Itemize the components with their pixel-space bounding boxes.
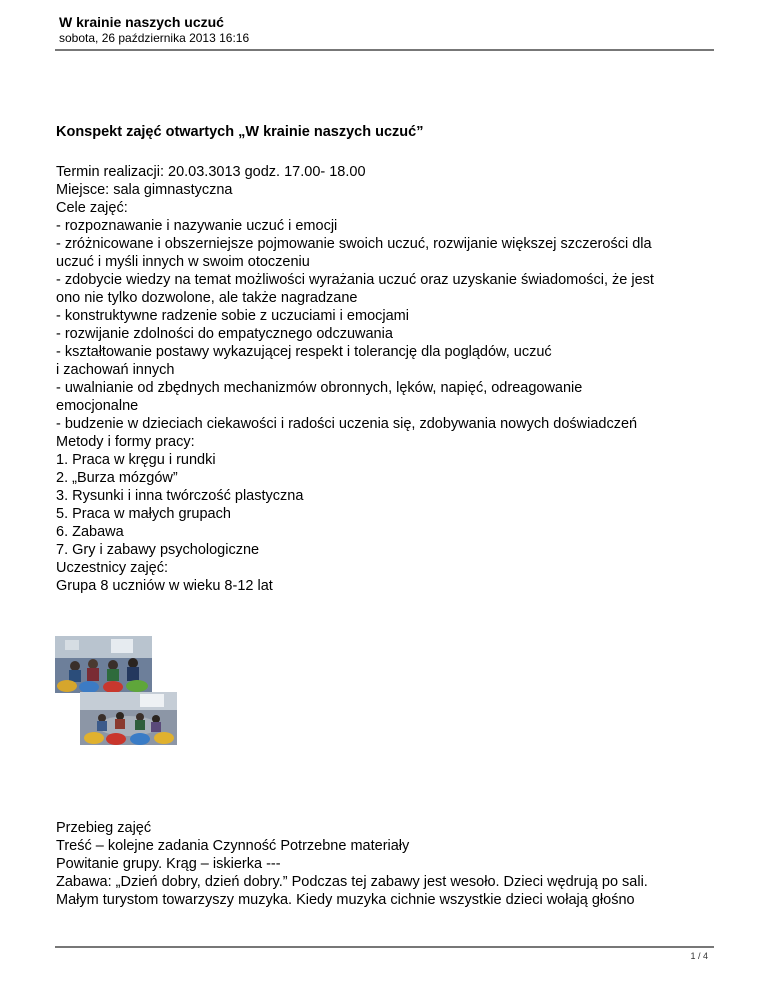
body-line: 1. Praca w kręgu i rundki (56, 452, 216, 468)
page-number: 1 / 4 (690, 951, 708, 961)
photo-collage (55, 636, 205, 744)
body-line: emocjonalne (56, 398, 139, 414)
body-line: - budzenie w dzieciach ciekawości i radości uczenia się, zdobywania nowych doświadczeń (56, 416, 638, 432)
body-line: uczuć i myśli innych w swoim otoczeniu (56, 254, 310, 270)
body-line: 6. Zabawa (56, 524, 124, 540)
body-line: Termin realizacji: 20.03.3013 godz. 17.00- 18.00 (56, 164, 366, 180)
body-line: - rozwijanie zdolności do empatycznego odczuwania (56, 326, 393, 342)
document-body (56, 163, 716, 595)
body-line: - uwalnianie od zbędnych mechanizmów obronnych, lęków, napięć, odreagowanie (56, 380, 583, 396)
body-line: - zróżnicowane i obszerniejsze pojmowanie swoich uczuć, rozwijanie większej szczerości dla (56, 236, 652, 252)
body-line: Miejsce: sala gimnastyczna (56, 182, 233, 198)
procedure-line: Zabawa: „Dzień dobry, dzień dobry.” Podczas tej zabawy jest wesoło. Dzieci wędrują po sali. (56, 874, 648, 890)
footer-divider (55, 946, 714, 948)
body-line: 3. Rysunki i inna twórczość plastyczna (56, 488, 304, 504)
body-line: - rozpoznawanie i nazywanie uczuć i emocji (56, 218, 338, 234)
procedure-line: Przebieg zajęć (56, 820, 152, 836)
procedure-line: Powitanie grupy. Krąg – iskierka --- (56, 856, 281, 872)
body-line: - konstruktywne radzenie sobie z uczuciami i emocjami (56, 308, 409, 324)
body-line: - zdobycie wiedzy na temat możliwości wyrażania uczuć oraz uzyskanie świadomości, że jest (56, 272, 654, 288)
circle-photo (80, 692, 177, 745)
body-line: Metody i formy pracy: (56, 434, 195, 450)
body-line: 7. Gry i zabawy psychologiczne (56, 542, 260, 558)
body-line: Cele zajęć: (56, 200, 128, 216)
body-line: Uczestnicy zajęć: (56, 560, 169, 576)
document-title: Konspekt zajęć otwartych „W krainie naszych uczuć” (56, 124, 424, 140)
body-line: - kształtowanie postawy wykazującej respekt i tolerancję dla poglądów, uczuć (56, 344, 552, 360)
header-date: sobota, 26 października 2013 16:16 (59, 31, 250, 45)
body-line: i zachowań innych (56, 362, 175, 378)
procedure-line: Małym turystom towarzyszy muzyka. Kiedy muzyka cichnie wszystkie dzieci wołają głośno (56, 892, 635, 908)
body-line: ono nie tylko dozwolone, ale także nagradzane (56, 290, 358, 306)
header-title: W krainie naszych uczuć (59, 14, 224, 30)
header-divider (55, 49, 714, 51)
body-line: 5. Praca w małych grupach (56, 506, 231, 522)
classroom-photo (55, 636, 152, 693)
body-line: Grupa 8 uczniów w wieku 8-12 lat (56, 578, 273, 594)
procedure-section (56, 819, 726, 909)
procedure-line: Treść – kolejne zadania Czynność Potrzebne materiały (56, 838, 410, 854)
body-line: 2. „Burza mózgów” (56, 470, 178, 486)
page-header (59, 14, 249, 46)
